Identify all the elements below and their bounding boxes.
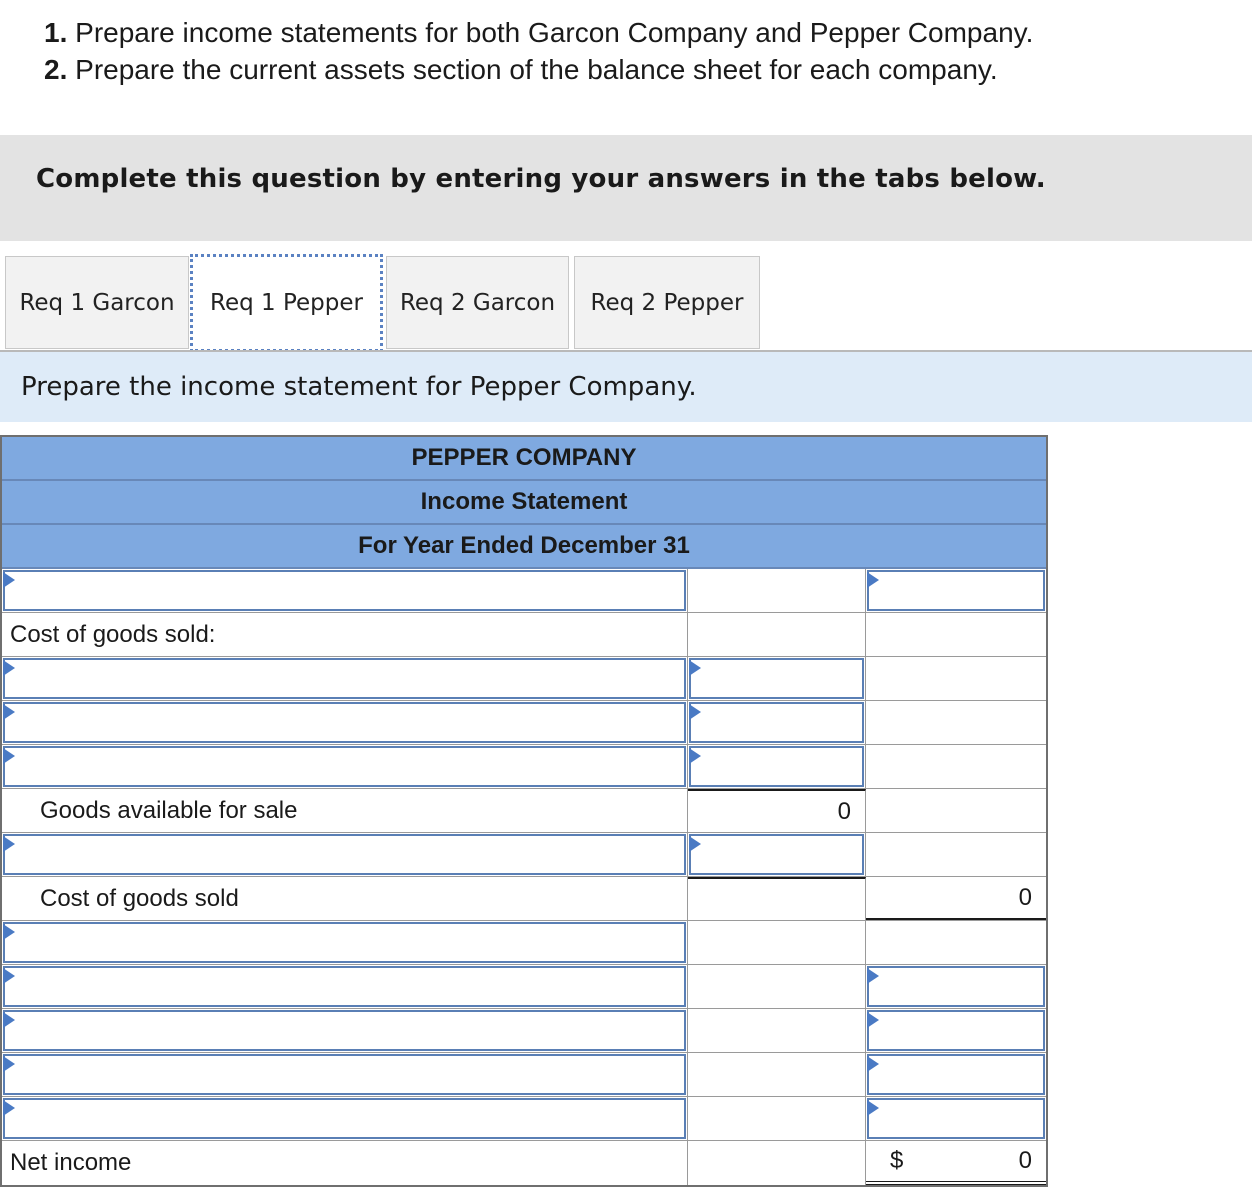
account-select[interactable] xyxy=(3,966,686,1007)
statement-period: For Year Ended December 31 xyxy=(2,525,1046,569)
amount-input[interactable] xyxy=(689,834,864,875)
table-row xyxy=(2,569,1046,613)
tab-req2-garcon[interactable]: Req 2 Garcon xyxy=(386,256,569,349)
amount-input[interactable] xyxy=(867,570,1045,611)
table-row xyxy=(2,965,1046,1009)
tab-req1-pepper[interactable]: Req 1 Pepper xyxy=(190,254,383,352)
table-row xyxy=(2,745,1046,789)
account-select[interactable] xyxy=(3,1054,686,1095)
goods-available-label: Goods available for sale xyxy=(40,796,298,824)
instructions xyxy=(44,14,1033,88)
amount-input[interactable] xyxy=(689,658,864,699)
table-row xyxy=(2,657,1046,701)
tab-bar xyxy=(0,256,1252,352)
cogs-label: Cost of goods sold xyxy=(40,884,239,912)
tab-req2-pepper[interactable]: Req 2 Pepper xyxy=(574,256,760,349)
account-select[interactable] xyxy=(3,658,686,699)
table-row xyxy=(2,613,1046,657)
table-row xyxy=(2,789,1046,833)
company-name: PEPPER COMPANY xyxy=(2,437,1046,481)
net-income-label: Net income xyxy=(10,1149,132,1176)
table-row xyxy=(2,877,1046,921)
currency-symbol: $ xyxy=(890,1147,904,1174)
instruction-2: 2. Prepare the current assets section of the balance sheet for each company. xyxy=(44,54,998,85)
instruction-1: 1. Prepare income statements for both Garcon Company and Pepper Company. xyxy=(44,17,1034,48)
account-select[interactable] xyxy=(3,1098,686,1139)
amount-input[interactable] xyxy=(867,1054,1045,1095)
table-row xyxy=(2,1053,1046,1097)
account-select[interactable] xyxy=(3,834,686,875)
table-row xyxy=(2,1097,1046,1141)
table-row xyxy=(2,701,1046,745)
cogs-header-label: Cost of goods sold: xyxy=(10,620,216,648)
cogs-value: 0 xyxy=(1018,883,1032,911)
table-row xyxy=(2,1141,1046,1185)
amount-input[interactable] xyxy=(867,966,1045,1007)
income-statement xyxy=(0,435,1048,1187)
prompt-text: Prepare the income statement for Pepper Company. xyxy=(21,372,697,402)
account-select[interactable] xyxy=(3,702,686,743)
tab-req1-garcon[interactable]: Req 1 Garcon xyxy=(5,256,189,349)
account-select[interactable] xyxy=(3,746,686,787)
amount-input[interactable] xyxy=(689,746,864,787)
banner-text: Complete this question by entering your answers in the tabs below. xyxy=(36,164,1046,194)
statement-title: Income Statement xyxy=(2,481,1046,525)
table-row xyxy=(2,921,1046,965)
table-row xyxy=(2,833,1046,877)
table-row xyxy=(2,1009,1046,1053)
amount-input[interactable] xyxy=(689,702,864,743)
account-select[interactable] xyxy=(3,570,686,611)
goods-available-value: 0 xyxy=(837,797,851,825)
amount-input[interactable] xyxy=(867,1010,1045,1051)
amount-input[interactable] xyxy=(867,1098,1045,1139)
net-income-value: 0 xyxy=(1018,1147,1032,1174)
account-select[interactable] xyxy=(3,922,686,963)
account-select[interactable] xyxy=(3,1010,686,1051)
